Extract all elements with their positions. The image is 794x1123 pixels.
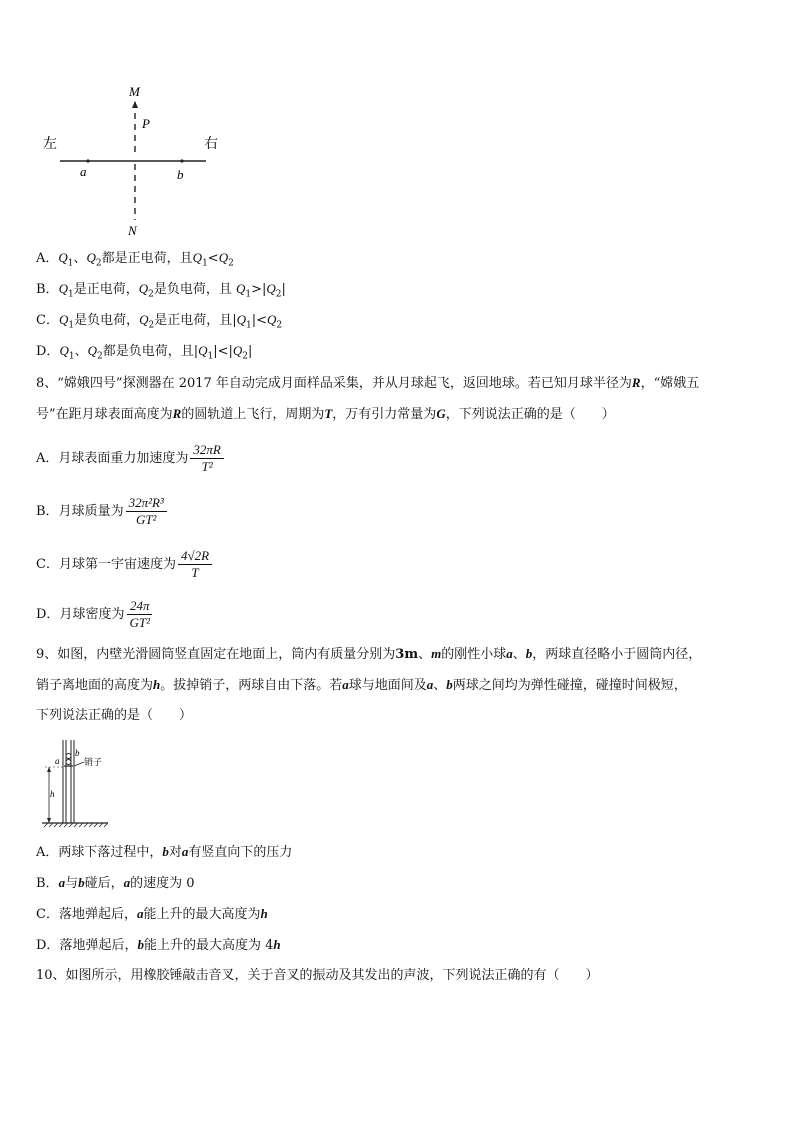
q7-option-a[interactable]: A．$Q_1$、$Q_2$都是正电荷，且$Q_1<Q_2$	[36, 250, 234, 269]
fig7-arrow-up	[132, 101, 138, 108]
q8-stem-line-1: 8、“嫦娥四号”探测器在 2017 年自动完成月面样品采集，并从月球起飞，返回地球。若已知月球半径为R，“嫦娥五	[36, 375, 700, 391]
height-arrow-bottom	[47, 818, 51, 823]
q9-figure	[36, 735, 146, 835]
fig7-point-a	[86, 159, 89, 162]
q8-option-a[interactable]: A．月球表面重力加速度为 $\frac{32\pi R}{\text{T²}}$	[36, 442, 224, 475]
fig7-label-m: M	[129, 84, 140, 99]
fig7-label-right: 右	[204, 137, 218, 152]
fig7-label-b: b	[177, 167, 184, 182]
q8-b-fraction: $\frac{\text{32π²R³}}{\text{GT²}}$	[126, 495, 167, 528]
q9-option-b[interactable]: B．a与b碰后，a的速度为 0	[36, 875, 195, 891]
q9-stem-line-3: 下列说法正确的是（ ）	[36, 708, 193, 723]
fig9-label-h: h	[50, 789, 55, 799]
pin-leader	[74, 762, 84, 766]
q9-option-a[interactable]: A．两球下落过程中，b对a有竖直向下的压力	[36, 844, 293, 860]
fig7-point-b	[180, 159, 183, 162]
q8-d-fraction: $\frac{24\pi}{\text{GT²}}$	[126, 598, 153, 631]
q9-option-d[interactable]: D．落地弹起后，b能上升的最大高度为 4h	[36, 937, 281, 953]
fig7-label-n: N	[128, 223, 137, 238]
q8-option-d[interactable]: D．月球密度为 $\frac{24\pi}{\text{GT²}}$	[36, 598, 153, 631]
ball-a	[66, 760, 71, 765]
q10-stem: 10、如图所示，用橡胶锤敲击音叉，关于音叉的振动及其发出的声波，下列说法正确的有（ ）	[36, 968, 599, 983]
q7-option-c[interactable]: C．$Q_1$是负电荷，$Q_2$是正电荷，且$|Q_1|<Q_2$	[36, 312, 283, 331]
q8-a-fraction: $\frac{32\pi R}{\text{T²}}$	[190, 442, 223, 475]
fig9-label-b: b	[75, 748, 80, 758]
q8-option-b[interactable]: B．月球质量为 $\frac{\text{32π²R³}}{\text{GT²}}$	[36, 495, 167, 528]
q8-c-fraction: $\frac{4√2R}{T}$	[178, 548, 212, 581]
fig7-label-left: 左	[43, 137, 57, 152]
fig9-label-pin: 销子	[84, 758, 103, 768]
q8-option-c[interactable]: C．月球第一宇宙速度为 $\frac{4√2R}{T}$	[36, 548, 212, 581]
q8-stem-line-2: 号”在距月球表面高度为R的圆轨道上飞行，周期为T，万有引力常量为G，下列说法正确的是（ ）	[36, 406, 615, 422]
q9-stem-line-2: 销子离地面的高度为h。拔掉销子，两球自由下落。若a球与地面间及a、b两球之间均为弹性碰撞，碰撞时间极短，	[36, 677, 687, 693]
q9-stem-line-1: 9、如图，内壁光滑圆筒竖直固定在地面上，筒内有质量分别为3m、m的刚性小球a、b，两球直径略小于圆筒内径，	[36, 646, 702, 662]
q9-option-c[interactable]: C．落地弹起后，a能上升的最大高度为h	[36, 906, 268, 922]
height-arrow-top	[47, 767, 51, 772]
fig7-label-a: a	[80, 164, 87, 179]
q7-option-d[interactable]: D．$Q_1$、$Q_2$都是负电荷，且$|Q_1|<|Q_2|$	[36, 343, 253, 362]
q7-figure	[36, 80, 236, 240]
q7-option-b[interactable]: B．$Q_1$是正电荷，$Q_2$是负电荷，且 $Q_1>|Q_2|$	[36, 281, 286, 300]
fig9-label-a: a	[55, 756, 60, 766]
fig7-label-p: P	[142, 116, 150, 131]
ball-b	[66, 754, 71, 759]
